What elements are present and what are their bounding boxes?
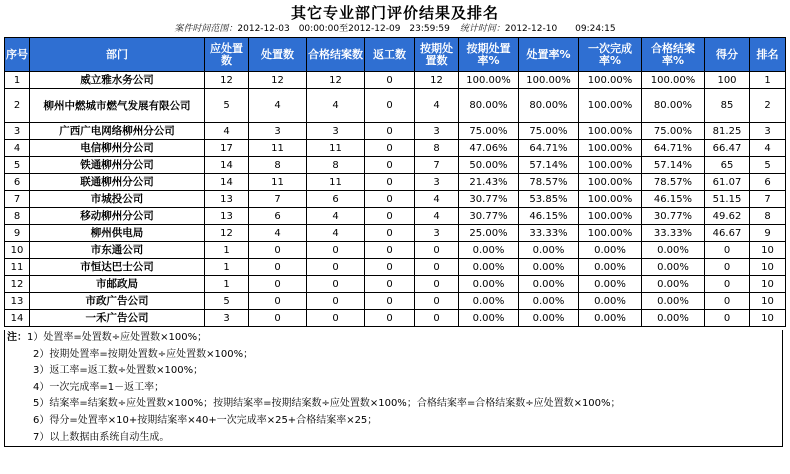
col-due-count-cell: 12 xyxy=(205,72,249,89)
col-rank-cell: 1 xyxy=(750,72,786,89)
col-rank-cell: 6 xyxy=(750,174,786,191)
col-rank-no-cell: 2 xyxy=(5,89,30,123)
col-first-pass-rate-cell: 100.00% xyxy=(579,89,642,123)
col-due-count-cell: 1 xyxy=(205,259,249,276)
table-row xyxy=(5,157,786,174)
col-ontime-rate-cell: 21.43% xyxy=(459,174,519,191)
col-handle-rate-cell: 57.14% xyxy=(519,157,579,174)
ranking-table xyxy=(4,37,786,327)
col-ontime-rate-cell: 0.00% xyxy=(459,259,519,276)
col-rework-count-cell: 0 xyxy=(365,89,415,123)
col-score-cell: 0 xyxy=(705,276,750,293)
table-row xyxy=(5,191,786,208)
stat-time-label: 统计时间： xyxy=(459,24,505,34)
col-closed-ok-rate-cell: 0.00% xyxy=(642,259,705,276)
col-department-cell: 市政广告公司 xyxy=(30,293,205,310)
col-ontime-count-cell: 0 xyxy=(415,259,459,276)
col-first-pass-rate-cell: 100.00% xyxy=(579,208,642,225)
note-item: 2）按期处置率=按期处置数÷应处置数×100%； xyxy=(33,348,254,360)
col-closed-ok-rate-cell: 57.14% xyxy=(642,157,705,174)
col-closed-ok-count-cell: 11 xyxy=(307,140,365,157)
col-first-pass-rate-header: 一次完成率% xyxy=(579,38,642,72)
col-ontime-rate-cell: 30.77% xyxy=(459,208,519,225)
col-department-cell: 柳州供电局 xyxy=(30,225,205,242)
col-closed-ok-count-cell: 6 xyxy=(307,191,365,208)
col-score-cell: 0 xyxy=(705,293,750,310)
col-ontime-count-cell: 8 xyxy=(415,140,459,157)
col-rework-count-cell: 0 xyxy=(365,208,415,225)
col-handle-rate-cell: 80.00% xyxy=(519,89,579,123)
notes-prefix: 注： xyxy=(7,332,27,343)
col-handled-count-cell: 0 xyxy=(249,242,307,259)
col-rank-cell: 2 xyxy=(750,89,786,123)
col-closed-ok-count-header: 合格结案数 xyxy=(307,38,365,72)
col-closed-ok-count-cell: 0 xyxy=(307,259,365,276)
col-closed-ok-rate-cell: 0.00% xyxy=(642,310,705,327)
col-score-cell: 46.67 xyxy=(705,225,750,242)
col-handle-rate-cell: 33.33% xyxy=(519,225,579,242)
col-rank-no-cell: 14 xyxy=(5,310,30,327)
col-department-header: 部门 xyxy=(30,38,205,72)
col-first-pass-rate-cell: 0.00% xyxy=(579,293,642,310)
col-rank-no-cell: 3 xyxy=(5,123,30,140)
col-score-cell: 0 xyxy=(705,259,750,276)
col-handled-count-cell: 0 xyxy=(249,293,307,310)
col-rework-count-cell: 0 xyxy=(365,310,415,327)
col-due-count-cell: 1 xyxy=(205,242,249,259)
col-rank-no-cell: 10 xyxy=(5,242,30,259)
col-closed-ok-rate-cell: 46.15% xyxy=(642,191,705,208)
note-line-7 xyxy=(5,430,782,447)
col-closed-ok-rate-cell: 75.00% xyxy=(642,123,705,140)
col-rework-count-header: 返工数 xyxy=(365,38,415,72)
table-row xyxy=(5,310,786,327)
col-handle-rate-cell: 100.00% xyxy=(519,72,579,89)
table-row xyxy=(5,293,786,310)
col-first-pass-rate-cell: 0.00% xyxy=(579,310,642,327)
col-closed-ok-rate-cell: 64.71% xyxy=(642,140,705,157)
col-handled-count-cell: 4 xyxy=(249,89,307,123)
col-handled-count-cell: 0 xyxy=(249,310,307,327)
col-closed-ok-count-cell: 12 xyxy=(307,72,365,89)
col-rank-no-cell: 6 xyxy=(5,174,30,191)
col-rework-count-cell: 0 xyxy=(365,225,415,242)
table-row xyxy=(5,208,786,225)
col-closed-ok-count-cell: 11 xyxy=(307,174,365,191)
note-item: 3）返工率=返工数÷处置数×100%； xyxy=(33,365,204,377)
col-handled-count-cell: 0 xyxy=(249,259,307,276)
col-rework-count-cell: 0 xyxy=(365,140,415,157)
table-header-row xyxy=(5,38,786,72)
col-first-pass-rate-cell: 100.00% xyxy=(579,174,642,191)
col-due-count-cell: 14 xyxy=(205,157,249,174)
col-ontime-count-cell: 0 xyxy=(415,276,459,293)
col-rank-no-cell: 5 xyxy=(5,157,30,174)
col-rank-no-cell: 11 xyxy=(5,259,30,276)
col-score-cell: 100 xyxy=(705,72,750,89)
notes-section xyxy=(4,330,783,447)
col-handled-count-cell: 12 xyxy=(249,72,307,89)
col-rank-cell: 10 xyxy=(750,310,786,327)
col-first-pass-rate-cell: 100.00% xyxy=(579,157,642,174)
report-title: 其它专业部门评价结果及排名 xyxy=(290,4,499,22)
col-closed-ok-count-cell: 0 xyxy=(307,242,365,259)
col-score-cell: 85 xyxy=(705,89,750,123)
col-closed-ok-count-cell: 0 xyxy=(307,276,365,293)
col-department-cell: 市恒达巴士公司 xyxy=(30,259,205,276)
col-ontime-rate-cell: 30.77% xyxy=(459,191,519,208)
note-line-2 xyxy=(5,347,782,364)
col-ontime-count-cell: 4 xyxy=(415,208,459,225)
col-ontime-count-cell: 7 xyxy=(415,157,459,174)
table-row xyxy=(5,89,786,123)
col-rank-cell: 10 xyxy=(750,259,786,276)
col-handle-rate-cell: 0.00% xyxy=(519,293,579,310)
col-score-header: 得分 xyxy=(705,38,750,72)
col-closed-ok-count-cell: 8 xyxy=(307,157,365,174)
col-score-cell: 65 xyxy=(705,157,750,174)
col-first-pass-rate-cell: 100.00% xyxy=(579,225,642,242)
col-handled-count-cell: 11 xyxy=(249,174,307,191)
table-row xyxy=(5,72,786,89)
col-department-cell: 市东通公司 xyxy=(30,242,205,259)
col-due-count-cell: 17 xyxy=(205,140,249,157)
note-line-5 xyxy=(5,396,782,413)
report-meta xyxy=(0,21,790,34)
table-row xyxy=(5,242,786,259)
col-rework-count-cell: 0 xyxy=(365,293,415,310)
col-first-pass-rate-cell: 0.00% xyxy=(579,276,642,293)
col-due-count-cell: 13 xyxy=(205,208,249,225)
col-department-cell: 柳州中燃城市燃气发展有限公司 xyxy=(30,89,205,123)
col-due-count-cell: 1 xyxy=(205,276,249,293)
col-rank-no-cell: 4 xyxy=(5,140,30,157)
col-department-cell: 联通柳州分公司 xyxy=(30,174,205,191)
col-ontime-count-cell: 4 xyxy=(415,89,459,123)
col-due-count-cell: 3 xyxy=(205,310,249,327)
col-handle-rate-cell: 46.15% xyxy=(519,208,579,225)
col-rank-no-cell: 8 xyxy=(5,208,30,225)
col-closed-ok-count-cell: 4 xyxy=(307,225,365,242)
note-line-1 xyxy=(5,330,782,347)
table-body xyxy=(5,72,786,327)
table-row xyxy=(5,140,786,157)
col-ontime-count-cell: 0 xyxy=(415,310,459,327)
note-line-4 xyxy=(5,380,782,397)
col-rank-cell: 5 xyxy=(750,157,786,174)
col-ontime-count-cell: 3 xyxy=(415,174,459,191)
col-due-count-cell: 14 xyxy=(205,174,249,191)
col-closed-ok-count-cell: 3 xyxy=(307,123,365,140)
col-handle-rate-cell: 78.57% xyxy=(519,174,579,191)
col-rework-count-cell: 0 xyxy=(365,276,415,293)
col-rank-cell: 4 xyxy=(750,140,786,157)
col-rank-no-cell: 1 xyxy=(5,72,30,89)
col-rework-count-cell: 0 xyxy=(365,157,415,174)
col-closed-ok-rate-cell: 0.00% xyxy=(642,293,705,310)
col-closed-ok-rate-header: 合格结案率% xyxy=(642,38,705,72)
col-ontime-rate-cell: 47.06% xyxy=(459,140,519,157)
col-rework-count-cell: 0 xyxy=(365,242,415,259)
col-department-cell: 电信柳州分公司 xyxy=(30,140,205,157)
col-first-pass-rate-cell: 100.00% xyxy=(579,140,642,157)
range-value: 2012-12-03 00:00:00至2012-12-09 23:59:59 xyxy=(237,24,450,34)
col-ontime-rate-cell: 75.00% xyxy=(459,123,519,140)
col-ontime-rate-cell: 50.00% xyxy=(459,157,519,174)
col-rework-count-cell: 0 xyxy=(365,259,415,276)
col-department-cell: 一禾广告公司 xyxy=(30,310,205,327)
col-rank-no-cell: 7 xyxy=(5,191,30,208)
col-closed-ok-rate-cell: 30.77% xyxy=(642,208,705,225)
col-rework-count-cell: 0 xyxy=(365,174,415,191)
col-ontime-rate-cell: 0.00% xyxy=(459,293,519,310)
col-handle-rate-header: 处置率% xyxy=(519,38,579,72)
col-handled-count-cell: 0 xyxy=(249,276,307,293)
col-rework-count-cell: 0 xyxy=(365,191,415,208)
col-rework-count-cell: 0 xyxy=(365,72,415,89)
col-rank-cell: 3 xyxy=(750,123,786,140)
col-handled-count-cell: 3 xyxy=(249,123,307,140)
col-closed-ok-rate-cell: 0.00% xyxy=(642,276,705,293)
col-score-cell: 66.47 xyxy=(705,140,750,157)
col-closed-ok-count-cell: 4 xyxy=(307,208,365,225)
col-ontime-rate-cell: 0.00% xyxy=(459,310,519,327)
col-rank-no-header: 序号 xyxy=(5,38,30,72)
col-ontime-count-cell: 3 xyxy=(415,123,459,140)
note-item: 5）结案率=结案数÷应处置数×100%；按期结案率=按期结案数÷应处置数×100%；合格结案率=合格结案数÷应处置数×100%； xyxy=(33,398,621,410)
note-line-6 xyxy=(5,413,782,430)
col-handle-rate-cell: 0.00% xyxy=(519,276,579,293)
col-ontime-rate-cell: 0.00% xyxy=(459,276,519,293)
col-ontime-rate-cell: 80.00% xyxy=(459,89,519,123)
col-ontime-rate-header: 按期处置率% xyxy=(459,38,519,72)
col-rank-header: 排名 xyxy=(750,38,786,72)
col-score-cell: 0 xyxy=(705,310,750,327)
col-rank-cell: 8 xyxy=(750,208,786,225)
col-ontime-count-cell: 4 xyxy=(415,191,459,208)
col-ontime-count-cell: 0 xyxy=(415,293,459,310)
col-handle-rate-cell: 64.71% xyxy=(519,140,579,157)
col-closed-ok-rate-cell: 100.00% xyxy=(642,72,705,89)
col-ontime-rate-cell: 100.00% xyxy=(459,72,519,89)
table-row xyxy=(5,123,786,140)
col-handled-count-cell: 8 xyxy=(249,157,307,174)
col-ontime-count-header: 按期处置数 xyxy=(415,38,459,72)
note-item: 7）以上数据由系统自动生成。 xyxy=(33,431,170,443)
col-handled-count-cell: 11 xyxy=(249,140,307,157)
col-closed-ok-rate-cell: 78.57% xyxy=(642,174,705,191)
col-handled-count-cell: 7 xyxy=(249,191,307,208)
range-label: 案件时间范围： xyxy=(174,24,238,34)
col-score-cell: 49.62 xyxy=(705,208,750,225)
col-closed-ok-count-cell: 0 xyxy=(307,293,365,310)
col-rank-cell: 10 xyxy=(750,242,786,259)
note-item: 4）一次完成率=1－返工率； xyxy=(33,381,165,393)
col-closed-ok-count-cell: 0 xyxy=(307,310,365,327)
col-first-pass-rate-cell: 100.00% xyxy=(579,191,642,208)
col-handled-count-cell: 4 xyxy=(249,225,307,242)
table-row xyxy=(5,259,786,276)
col-rank-cell: 9 xyxy=(750,225,786,242)
col-closed-ok-rate-cell: 33.33% xyxy=(642,225,705,242)
col-department-cell: 广西广电网络柳州分公司 xyxy=(30,123,205,140)
col-due-count-cell: 5 xyxy=(205,293,249,310)
col-due-count-cell: 4 xyxy=(205,123,249,140)
col-handled-count-cell: 6 xyxy=(249,208,307,225)
col-ontime-count-cell: 0 xyxy=(415,242,459,259)
col-due-count-header: 应处置数 xyxy=(205,38,249,72)
col-due-count-cell: 5 xyxy=(205,89,249,123)
col-handle-rate-cell: 0.00% xyxy=(519,242,579,259)
col-score-cell: 51.15 xyxy=(705,191,750,208)
col-handled-count-header: 处置数 xyxy=(249,38,307,72)
table-row xyxy=(5,276,786,293)
col-handle-rate-cell: 75.00% xyxy=(519,123,579,140)
table-row xyxy=(5,225,786,242)
col-department-cell: 铁通柳州分公司 xyxy=(30,157,205,174)
col-rank-no-cell: 9 xyxy=(5,225,30,242)
col-handle-rate-cell: 53.85% xyxy=(519,191,579,208)
col-closed-ok-rate-cell: 80.00% xyxy=(642,89,705,123)
note-item: 1）处置率=处置数÷应处置数×100%； xyxy=(27,332,208,343)
col-score-cell: 0 xyxy=(705,242,750,259)
col-ontime-count-cell: 3 xyxy=(415,225,459,242)
stat-time-value: 2012-12-10 09:24:15 xyxy=(504,24,616,34)
col-due-count-cell: 12 xyxy=(205,225,249,242)
col-rank-cell: 7 xyxy=(750,191,786,208)
col-rework-count-cell: 0 xyxy=(365,123,415,140)
col-department-cell: 市邮政局 xyxy=(30,276,205,293)
col-closed-ok-count-cell: 4 xyxy=(307,89,365,123)
col-handle-rate-cell: 0.00% xyxy=(519,310,579,327)
col-first-pass-rate-cell: 100.00% xyxy=(579,72,642,89)
col-first-pass-rate-cell: 100.00% xyxy=(579,123,642,140)
table-row xyxy=(5,174,786,191)
col-score-cell: 61.07 xyxy=(705,174,750,191)
col-closed-ok-rate-cell: 0.00% xyxy=(642,242,705,259)
col-ontime-rate-cell: 25.00% xyxy=(459,225,519,242)
col-due-count-cell: 13 xyxy=(205,191,249,208)
note-item: 6）得分=处置率×10+按期结案率×40+一次完成率×25+合格结案率×25； xyxy=(33,414,378,426)
col-rank-cell: 10 xyxy=(750,276,786,293)
note-line-3 xyxy=(5,363,782,380)
col-department-cell: 市城投公司 xyxy=(30,191,205,208)
col-department-cell: 移动柳州分公司 xyxy=(30,208,205,225)
col-score-cell: 81.25 xyxy=(705,123,750,140)
col-rank-no-cell: 13 xyxy=(5,293,30,310)
col-first-pass-rate-cell: 0.00% xyxy=(579,242,642,259)
col-rank-no-cell: 12 xyxy=(5,276,30,293)
col-ontime-rate-cell: 0.00% xyxy=(459,242,519,259)
col-first-pass-rate-cell: 0.00% xyxy=(579,259,642,276)
col-department-cell: 威立雅水务公司 xyxy=(30,72,205,89)
col-rank-cell: 10 xyxy=(750,293,786,310)
col-handle-rate-cell: 0.00% xyxy=(519,259,579,276)
col-ontime-count-cell: 12 xyxy=(415,72,459,89)
